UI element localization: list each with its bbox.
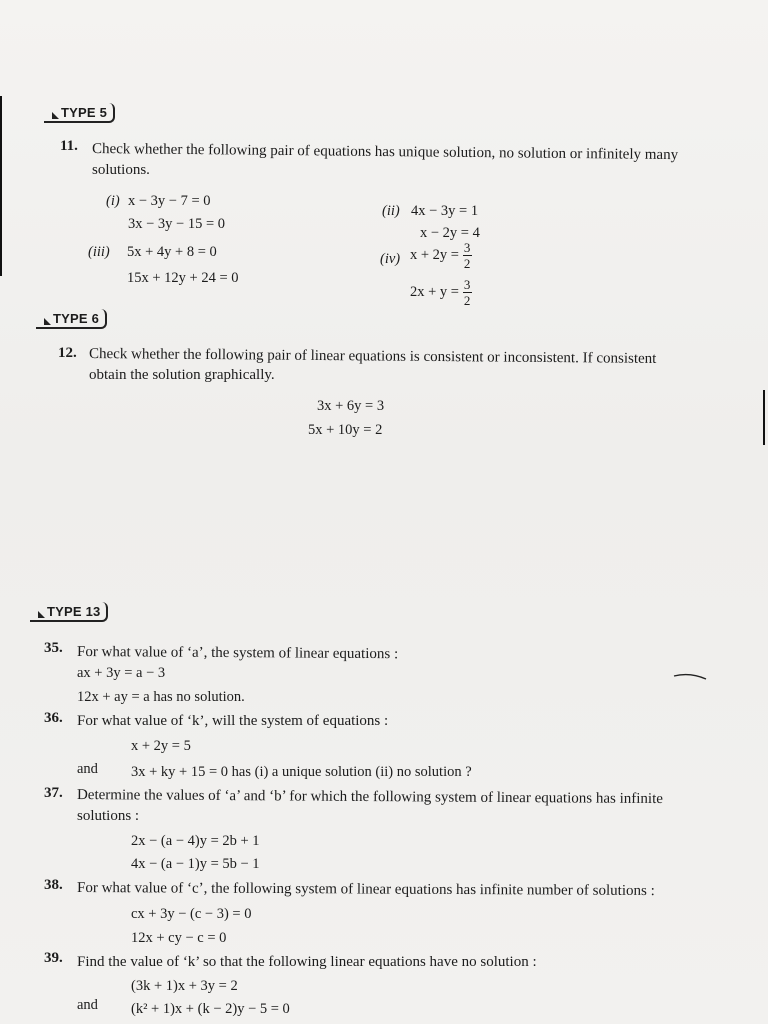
question-12-number: 12. <box>58 345 77 361</box>
question-38-text: For what value of ‘c’, the following system of linear equations has infinite number of solutions : <box>76 880 655 900</box>
tag-marker-icon <box>52 112 59 119</box>
q11-iii-label: (iii) <box>88 244 110 260</box>
type-6-label: TYPE 6 <box>36 309 107 329</box>
q11-iv-label: (iv) <box>380 251 401 267</box>
q11-i-eq1: x − 3y − 7 = 0 <box>128 193 211 209</box>
q37-eq1: 2x − (a − 4)y = 2b + 1 <box>131 833 260 849</box>
q11-ii-label: (ii) <box>382 203 400 219</box>
question-11-number: 11. <box>60 138 78 154</box>
page-edge-right <box>763 390 765 445</box>
pen-mark <box>672 670 708 682</box>
question-12-text-line2: obtain the solution graphically. <box>89 367 275 383</box>
q12-eq1: 3x + 6y = 3 <box>317 398 385 414</box>
q11-ii-eq2: x − 2y = 4 <box>420 225 480 241</box>
question-11-text-line2: solutions. <box>92 162 150 178</box>
fraction-three-halves-2: $\frac{3}{2}$ <box>463 277 471 308</box>
type-13-label: TYPE 13 <box>30 602 108 622</box>
q35-eq2: 12x + ay = a has no solution. <box>77 689 245 705</box>
page-edge-left-top <box>0 96 2 276</box>
q12-eq2: 5x + 10y = 2 <box>308 422 383 438</box>
q11-iii-eq1: 5x + 4y + 8 = 0 <box>127 244 217 260</box>
question-35-number: 35. <box>44 640 63 656</box>
q39-eq2: (k² + 1)x + (k − 2)y − 5 = 0 <box>131 1001 290 1017</box>
q39-and: and <box>77 997 98 1013</box>
q11-ii-eq1: 4x − 3y = 1 <box>411 203 479 219</box>
question-36-text: For what value of ‘k’, will the system of equations : <box>77 713 389 729</box>
type-5-label: TYPE 5 <box>44 103 115 123</box>
question-12-text-line1: Check whether the following pair of linear equations is consistent or inconsistent. If consistent <box>88 346 657 367</box>
q35-eq1: ax + 3y = a − 3 <box>77 665 166 681</box>
question-37-number: 37. <box>44 785 63 801</box>
fraction-three-halves: $\frac{3}{2}$ <box>463 240 471 271</box>
question-11-text-line1: Check whether the following pair of equations has unique solution, no solution or infinitely many <box>91 141 679 164</box>
tag-marker-icon <box>44 318 51 325</box>
q11-i-eq2: 3x − 3y − 15 = 0 <box>128 216 226 232</box>
question-36-number: 36. <box>44 710 63 726</box>
q11-iv-eq2: 2x + y = $\frac{3}{2}$ <box>410 277 471 308</box>
q38-eq2: 12x + cy − c = 0 <box>131 930 227 946</box>
question-35-text: For what value of ‘a’, the system of linear equations : <box>76 644 399 663</box>
q36-eq1: x + 2y = 5 <box>131 738 191 754</box>
question-38-number: 38. <box>44 877 63 893</box>
q11-i-label: (i) <box>106 193 120 209</box>
q36-and: and <box>77 761 98 777</box>
q38-eq1: cx + 3y − (c − 3) = 0 <box>131 906 252 922</box>
question-37-text-line1: Determine the values of ‘a’ and ‘b’ for which the following system of linear equations has infinite <box>76 787 663 808</box>
q36-eq2: 3x + ky + 15 = 0 has (i) a unique solution (ii) no solution ? <box>131 764 472 780</box>
q11-iii-eq2: 15x + 12y + 24 = 0 <box>127 270 239 286</box>
q39-eq1: (3k + 1)x + 3y = 2 <box>131 978 238 994</box>
question-39-text: Find the value of ‘k’ so that the following linear equations have no solution : <box>77 954 537 970</box>
tag-marker-icon <box>38 611 45 618</box>
q11-iv-eq1: x + 2y = $\frac{3}{2}$ <box>410 240 471 271</box>
question-39-number: 39. <box>44 950 63 966</box>
question-37-text-line2: solutions : <box>77 808 140 824</box>
q37-eq2: 4x − (a − 1)y = 5b − 1 <box>131 856 260 872</box>
